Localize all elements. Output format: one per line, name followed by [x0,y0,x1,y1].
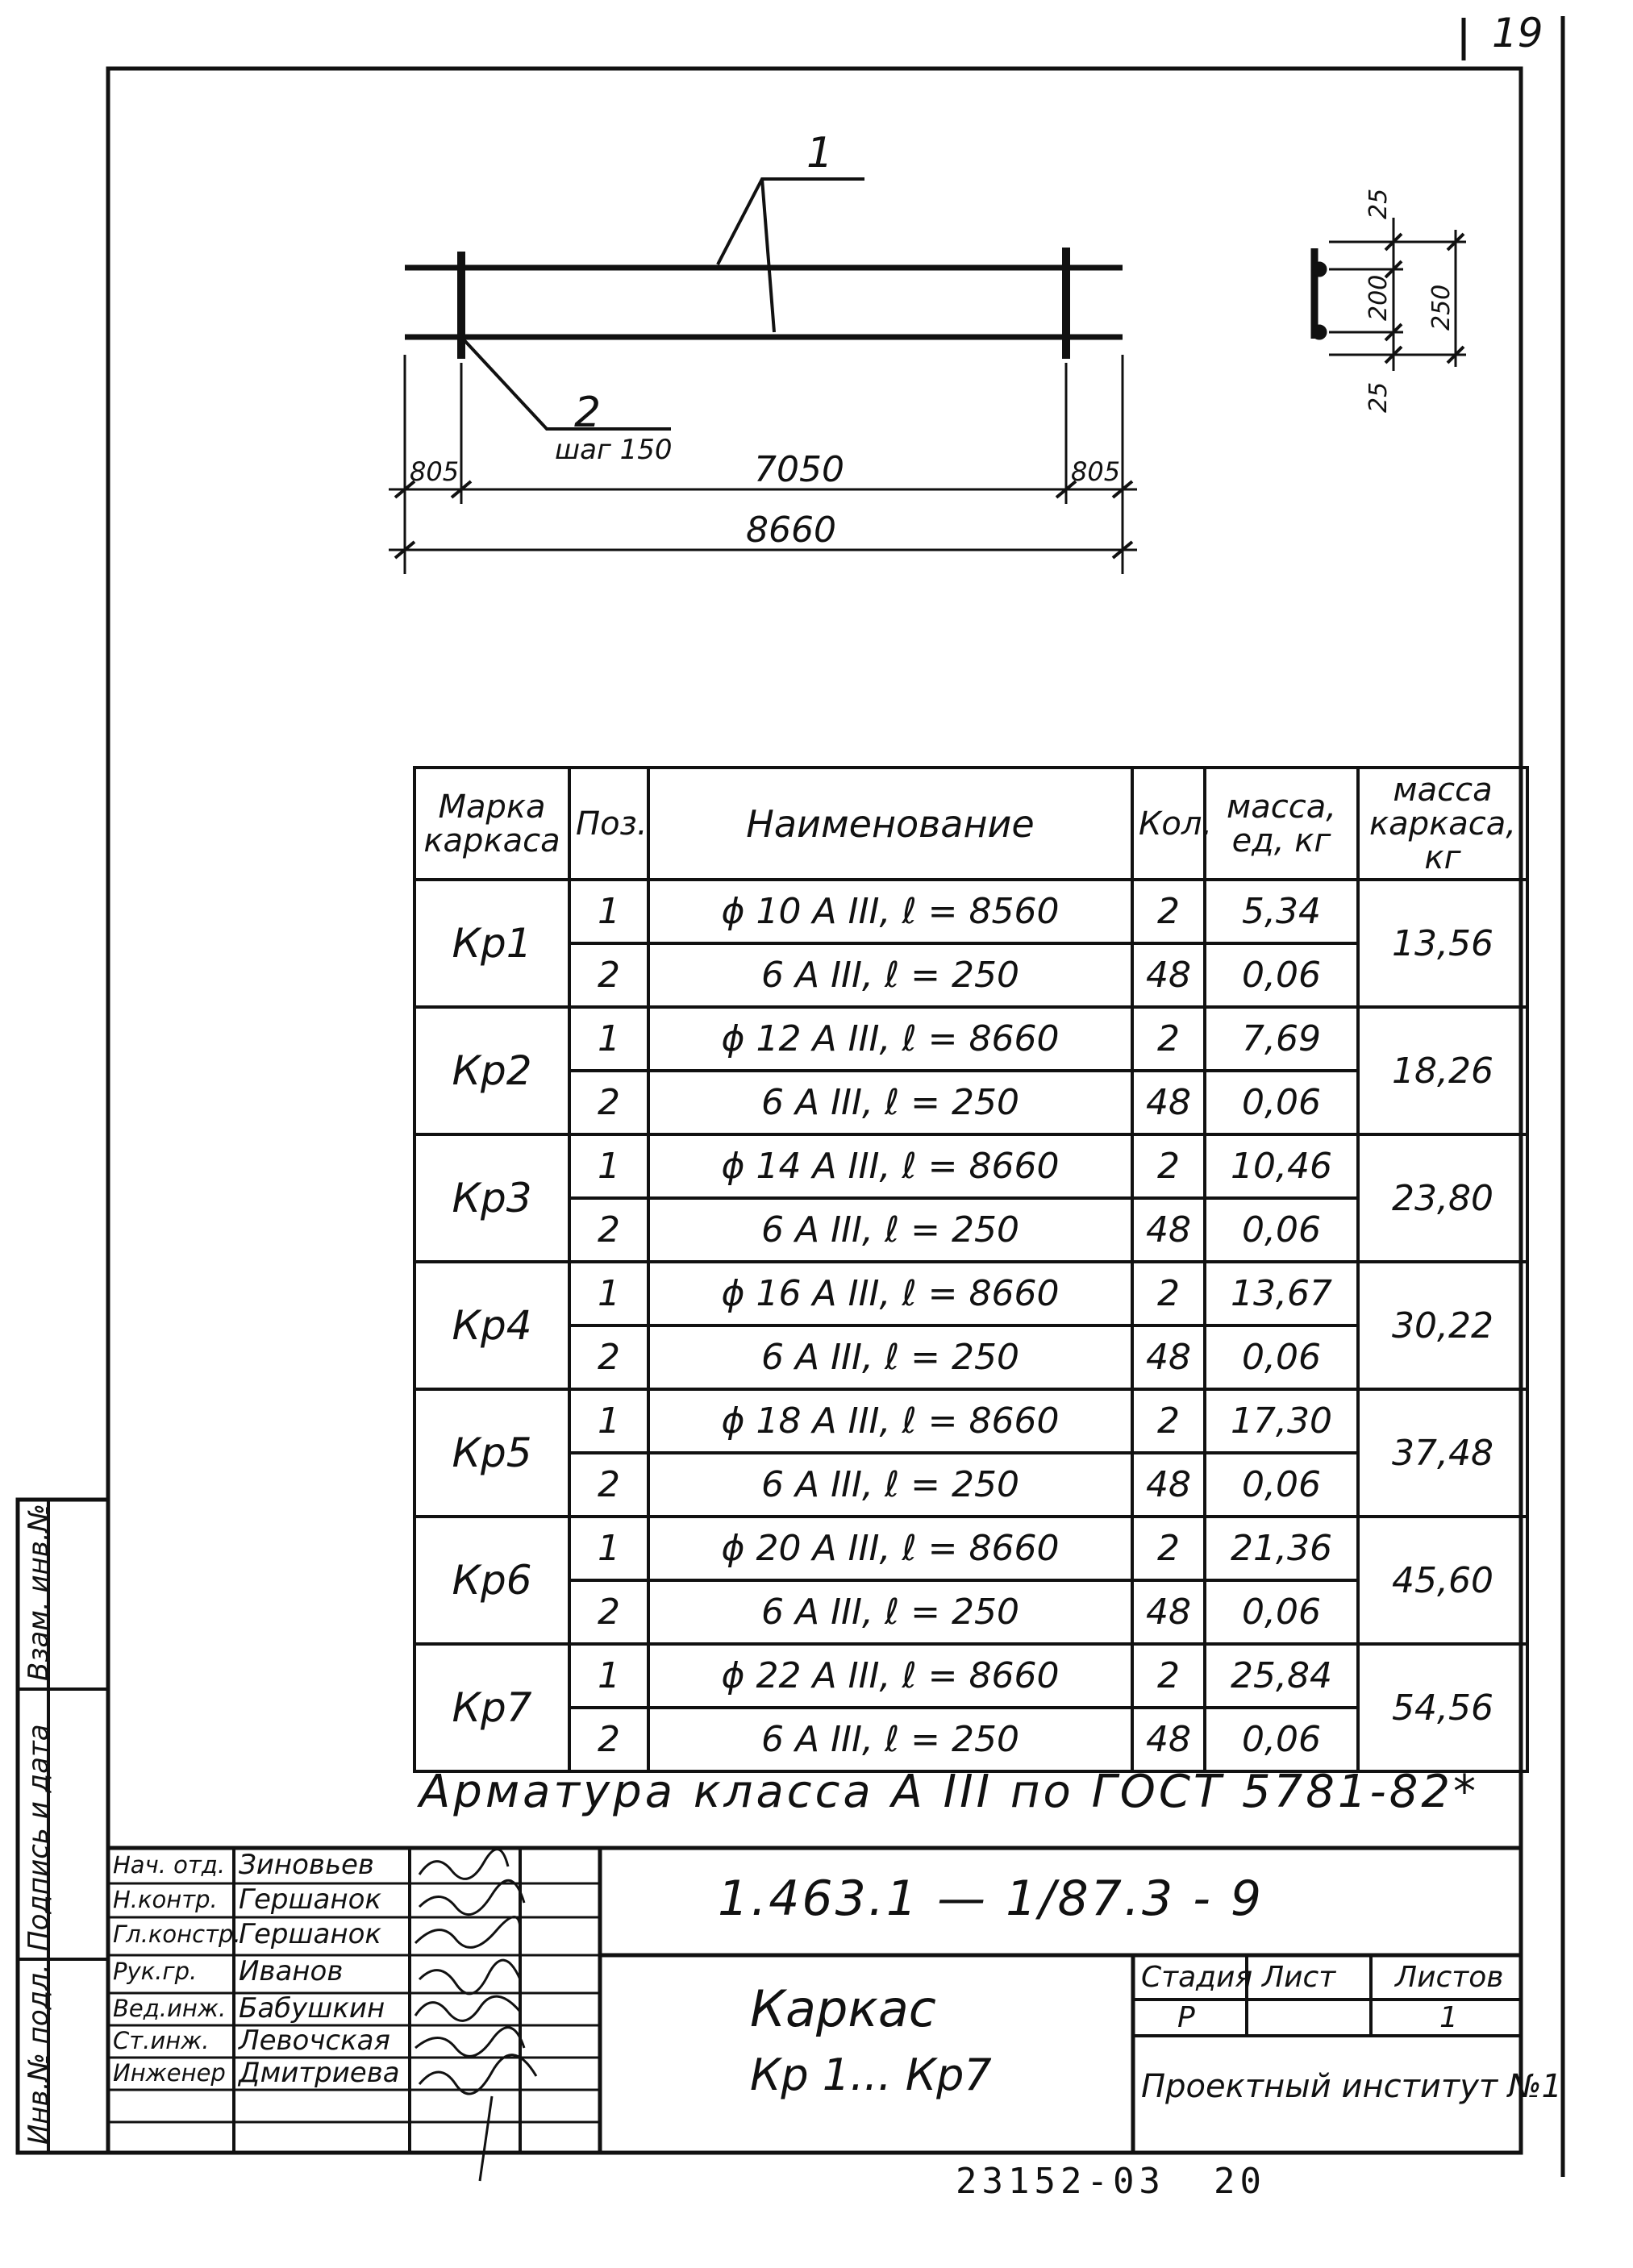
frame-mark-cell: Кр7 [414,1644,569,1771]
frame-mass-cell: 18,26 [1358,1007,1527,1134]
name-cell: ϕ 16 А III, ℓ = 8660 [648,1262,1132,1325]
position-cell: 1 [569,1007,648,1071]
unit-mass-cell: 17,30 [1205,1389,1358,1453]
staff-name: Дмитриева [239,2057,400,2089]
name-cell: ϕ 20 А III, ℓ = 8660 [648,1517,1132,1580]
unit-mass-cell: 0,06 [1205,1580,1358,1644]
sheets-header: Листов [1395,1961,1504,1994]
side-label-inv-orig: Инв.№ подл. [23,1964,55,2145]
frame-mark-cell: Кр2 [414,1007,569,1134]
table-row [414,1134,1527,1198]
header-unit-mass: масса, ед, кг [1205,768,1358,880]
signatures [415,1850,536,2181]
position-cell: 1 [569,1517,648,1580]
table-header-row [414,768,1527,880]
name-cell: 6 А III, ℓ = 250 [648,1325,1132,1389]
name-cell: 6 А III, ℓ = 250 [648,1708,1132,1771]
unit-mass-cell: 0,06 [1205,943,1358,1007]
table-row [414,1517,1527,1580]
frame-mass-cell: 54,56 [1358,1644,1527,1771]
name-cell: ϕ 18 А III, ℓ = 8660 [648,1389,1132,1453]
staff-name: Левочская [239,2025,390,2057]
signature [419,1850,508,1879]
position-cell: 1 [569,1262,648,1325]
stage-value: Р [1177,2001,1195,2034]
staff-role: Нач. отд. [113,1851,226,1879]
sheet-header: Лист [1262,1961,1336,1994]
position-2-label: 2 [574,389,602,437]
signature [419,1960,520,1994]
dim-middle: 7050 [754,449,844,490]
staff-role: Рук.гр. [113,1958,198,1985]
signature [415,2028,524,2057]
unit-mass-cell: 10,46 [1205,1134,1358,1198]
unit-mass-cell: 5,34 [1205,880,1358,943]
pitch-label: шаг 150 [555,434,673,466]
dim-right-overhang: 805 [1071,456,1121,487]
quantity-cell: 48 [1132,1453,1205,1517]
position-cell: 1 [569,1644,648,1708]
name-cell: ϕ 14 А III, ℓ = 8660 [648,1134,1132,1198]
position-cell: 1 [569,880,648,943]
footer-number: 20 [1214,2161,1266,2202]
quantity-cell: 2 [1132,1389,1205,1453]
quantity-cell: 2 [1132,880,1205,943]
unit-mass-cell: 13,67 [1205,1262,1358,1325]
position-cell: 2 [569,1453,648,1517]
staff-name: Бабушкин [239,1992,385,2025]
dim-total: 8660 [746,510,836,551]
quantity-cell: 2 [1132,1517,1205,1580]
table-row [414,1389,1527,1453]
staff-role: Инженер [113,2059,226,2087]
header-mark: Марка каркаса [414,768,569,880]
position-cell: 2 [569,1325,648,1389]
stage-header: Стадия [1141,1961,1253,1994]
table-row [414,880,1527,943]
frame-mass-cell: 45,60 [1358,1517,1527,1644]
position-cell: 1 [569,1134,648,1198]
table-row [414,1644,1527,1708]
quantity-cell: 48 [1132,1708,1205,1771]
section-dim-top: 25 [1364,188,1393,219]
unit-mass-cell: 0,06 [1205,1453,1358,1517]
staff-role: Вед.инж. [113,1995,227,2022]
quantity-cell: 48 [1132,943,1205,1007]
name-cell: 6 А III, ℓ = 250 [648,1453,1132,1517]
dim-left-overhang: 805 [410,456,460,487]
table-row [414,1007,1527,1071]
table-row [414,1262,1527,1325]
document-code: 1.463.1 — 1/87.3 - 9 [718,1871,1264,1927]
staff-name: Гершанок [239,1918,381,1950]
unit-mass-cell: 7,69 [1205,1007,1358,1071]
frame-mass-cell: 23,80 [1358,1134,1527,1262]
quantity-cell: 2 [1132,1007,1205,1071]
quantity-cell: 48 [1132,1198,1205,1262]
unit-mass-cell: 0,06 [1205,1325,1358,1389]
frame-mass-cell: 13,56 [1358,880,1527,1007]
section-dim-bottom: 25 [1364,381,1393,413]
header-pos: Поз. [569,768,648,880]
frame-mark-cell: Кр6 [414,1517,569,1644]
frame-mark-cell: Кр1 [414,880,569,1007]
position-1-label: 1 [806,129,834,177]
name-cell: 6 А III, ℓ = 250 [648,1580,1132,1644]
section-dim-overall: 250 [1427,284,1456,331]
frame-mass-cell: 30,22 [1358,1262,1527,1389]
side-label-sign-date: Подпись и дата [23,1724,55,1951]
staff-name: Гершанок [239,1883,381,1916]
unit-mass-cell: 25,84 [1205,1644,1358,1708]
unit-mass-cell: 0,06 [1205,1198,1358,1262]
frame-mark-cell: Кр5 [414,1389,569,1517]
signature [415,1996,520,2020]
position-cell: 2 [569,1198,648,1262]
frame-mark-cell: Кр3 [414,1134,569,1262]
position-cell: 2 [569,1708,648,1771]
header-name: Наименование [648,768,1132,880]
frame-mass-cell: 37,48 [1358,1389,1527,1517]
staff-name: Иванов [239,1955,344,1987]
name-cell: 6 А III, ℓ = 250 [648,1198,1132,1262]
steel-class-note: Арматура класса А III по ГОСТ 5781-82* [419,1766,1479,1818]
position-cell: 2 [569,943,648,1007]
quantity-cell: 2 [1132,1262,1205,1325]
side-label-replace-inv: Взам. инв.№ [23,1503,55,1681]
staff-name: Зиновьев [239,1849,374,1881]
frame-mark-cell: Кр4 [414,1262,569,1389]
signature [415,1917,520,1948]
section-dim-middle: 200 [1364,274,1393,321]
quantity-cell: 48 [1132,1071,1205,1134]
quantity-cell: 2 [1132,1134,1205,1198]
title-line-2: Кр 1... Кр7 [750,2050,992,2100]
position-cell: 2 [569,1580,648,1644]
unit-mass-cell: 0,06 [1205,1708,1358,1771]
name-cell: ϕ 10 А III, ℓ = 8560 [648,880,1132,943]
signature [419,1880,524,1914]
name-cell: 6 А III, ℓ = 250 [648,943,1132,1007]
quantity-cell: 2 [1132,1644,1205,1708]
header-qty: Кол. [1132,768,1205,880]
quantity-cell: 48 [1132,1580,1205,1644]
staff-role: Н.контр. [113,1886,218,1913]
specification-table [413,766,1529,1773]
name-cell: ϕ 22 А III, ℓ = 8660 [648,1644,1132,1708]
sheet-number: 19 [1492,10,1543,56]
sheets-value: 1 [1439,2001,1458,2034]
unit-mass-cell: 21,36 [1205,1517,1358,1580]
staff-role: Ст.инж. [113,2027,210,2054]
footer-code: 23152-03 [956,2161,1165,2202]
position-cell: 1 [569,1389,648,1453]
quantity-cell: 48 [1132,1325,1205,1389]
staff-role: Гл.констр. [113,1921,241,1948]
organization-name: Проектный институт №1 [1141,2068,1562,2105]
name-cell: ϕ 12 А III, ℓ = 8660 [648,1007,1132,1071]
header-frame-mass: масса каркаса, кг [1358,768,1527,880]
position-cell: 2 [569,1071,648,1134]
unit-mass-cell: 0,06 [1205,1071,1358,1134]
name-cell: 6 А III, ℓ = 250 [648,1071,1132,1134]
title-line-1: Каркас [750,1979,936,2038]
